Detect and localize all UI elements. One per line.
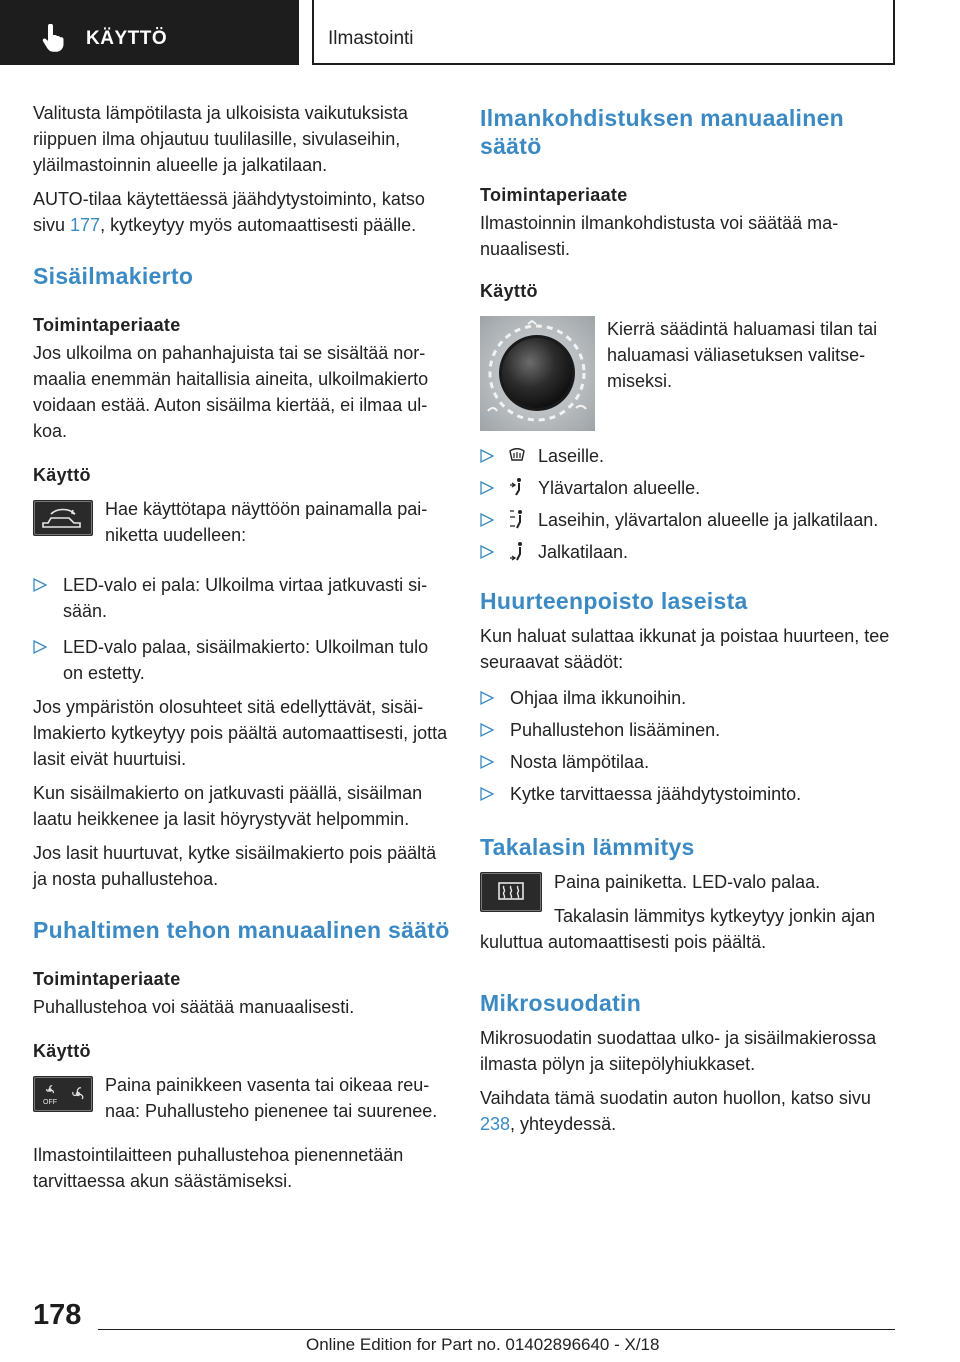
heading-air-distribution: Ilmankohdistuksen manuaalinen säätö (480, 105, 845, 159)
list-item: Kytke tarvittaessa jäähdytystoiminto. (480, 781, 898, 807)
all-zones-icon (508, 508, 526, 530)
blower-use-text: Paina painikkeen vasenta tai oikeaa reunaa: Puhallusteho pienenee tai suurenee. (105, 1075, 438, 1121)
triangle-bullet-icon (480, 480, 494, 496)
heading-recirculation: Sisäilmakierto (33, 263, 194, 289)
footwell-icon (508, 540, 526, 562)
airdist-knob-row (480, 316, 898, 431)
triangle-bullet-icon (480, 544, 494, 560)
triangle-bullet-icon (33, 639, 47, 655)
recirc-paragraph-3: Jos lasit huurtuvat, kytke sisäilmakierto pois päältä ja nosta puhallustehoa. (33, 843, 437, 889)
section-tab (0, 0, 299, 65)
rear-window-heating-button-icon (480, 872, 542, 912)
list-item: Jalkatilaan. (480, 539, 898, 565)
heading-principle: Toimintaperiaate (480, 185, 628, 205)
blower-button-icon (33, 1076, 93, 1112)
windshield-icon (508, 446, 526, 464)
blower-paragraph-1: Ilmastointilaitteen puhallustehoa pienennetään tarvittaessa akun säästämiseksi. (33, 1145, 404, 1191)
triangle-bullet-icon (480, 786, 494, 802)
recirculation-button-icon (33, 500, 93, 536)
upper-body-icon (508, 477, 526, 497)
heading-use: Käyttö (33, 1041, 91, 1061)
heading-blower: Puhaltimen tehon manuaalinen säätö (33, 917, 450, 943)
chapter-title: Ilmastointi (328, 28, 414, 49)
filter-text-1: Mikrosuodatin suodattaa ulko- ja sisäilmakierossa ilmasta pölyn ja siitepölyhiukkaset. (480, 1028, 877, 1074)
rear-heating-text-1: Paina painiketta. LED-valo palaa. (554, 872, 821, 892)
triangle-bullet-icon (480, 448, 494, 464)
list-item: Puhallustehon lisääminen. (480, 717, 898, 743)
air-distribution-knob-icon (480, 316, 595, 431)
rear-heating-text-2: Takalasin lämmitys kytkeytyy jonkin ajan kuluttua automaattisesti pois päältä. (480, 906, 876, 952)
filter-text-2: Vaihdata tämä suodatin auton huollon, katso sivu 238, yhteydessä. (480, 1088, 871, 1134)
page-link-177[interactable]: 177 (70, 215, 101, 235)
off-label: OFF (43, 1099, 57, 1106)
recirc-paragraph-1: Jos ympäristön olosuhteet sitä edellyttävät, sisäilmakierto kytkeytyy pois päältä automaattisesti, jotta lasit eivät huurtuisi. (33, 697, 448, 769)
triangle-bullet-icon (480, 754, 494, 770)
list-item: Ohjaa ilma ikkunoihin. (480, 685, 898, 711)
heading-principle: Toimintaperiaate (33, 969, 181, 989)
triangle-bullet-icon (33, 577, 47, 593)
list-item: LED-valo palaa, sisäilmakierto: Ulkoilman tulo on estetty. (33, 634, 451, 686)
airdist-use-text: Kierrä säädintä haluamasi tilan tai haluamasi väliasetuksen valitsemiseksi. (607, 319, 878, 391)
defrost-text: Kun haluat sulattaa ikkunat ja poistaa huurteen, tee seuraavat säädöt: (480, 626, 890, 672)
page-link-238[interactable]: 238 (480, 1114, 511, 1134)
triangle-bullet-icon (480, 722, 494, 738)
right-column (480, 100, 898, 1137)
rear-heating-button-row (480, 869, 898, 955)
heading-use: Käyttö (480, 281, 538, 301)
blower-principle-text: Puhallustehoa voi säätää manuaalisesti. (33, 997, 355, 1017)
footer-edition-text: Online Edition for Part no. 01402896640 - X/18 (306, 1335, 660, 1354)
triangle-bullet-icon (480, 690, 494, 706)
left-column (33, 100, 451, 1194)
heading-defrost: Huurteenpoisto laseista (480, 588, 748, 614)
list-item: Nosta lämpötilaa. (480, 749, 898, 775)
heading-microfilter: Mikrosuodatin (480, 990, 642, 1016)
recirc-paragraph-2: Kun sisäilmakierto on jatkuvasti päällä, sisäilman laatu heikkenee ja lasit höyrystyvät helpommin. (33, 783, 423, 829)
page-number: 178 (33, 1299, 82, 1331)
recirc-button-row (33, 496, 451, 548)
section-title: KÄYTTÖ (86, 28, 168, 49)
heading-principle: Toimintaperiaate (33, 315, 181, 335)
airdist-principle-text: Ilmastoinnin ilmankohdistusta voi säätää manuaalisesti. (480, 213, 839, 259)
chapter-tab (312, 0, 895, 65)
heading-use: Käyttö (33, 465, 91, 485)
pointing-hand-icon (40, 24, 66, 52)
blower-button-row (33, 1072, 451, 1124)
list-item: Laseihin, ylävartalon alueelle ja jalkatilaan. (480, 507, 898, 533)
triangle-bullet-icon (480, 512, 494, 528)
list-item: Ylävartalon alueelle. (480, 475, 898, 501)
list-item: Laseille. (480, 443, 898, 469)
heading-rear-window-heating: Takalasin lämmitys (480, 834, 695, 860)
intro-paragraph-1: Valitusta lämpötilasta ja ulkoisista vaikutuksista riippuen ilma ohjautuu tuulilasille, sivulaseihin, yläilmastoinnin alueelle ja jalkatilaan. (33, 103, 408, 175)
recirc-use-text: Hae käyttötapa näyttöön painamalla painiketta uudelleen: (105, 499, 428, 545)
recirc-principle-text: Jos ulkoilma on pahanhajuista tai se sisältää normaalia enemmän haitallisia aineita, ulkoilmakierto voidaan estää. Auton sisäilma kiertää, ei ilmaa ulkoa. (33, 343, 429, 441)
footer-divider (98, 1329, 895, 1330)
list-item: LED-valo ei pala: Ulkoilma virtaa jatkuvasti sisään. (33, 572, 451, 624)
intro-paragraph-2: AUTO-tilaa käytettäessä jäähdytystoiminto, katso sivu 177, kytkeytyy myös automaattisesti päälle. (33, 189, 425, 235)
